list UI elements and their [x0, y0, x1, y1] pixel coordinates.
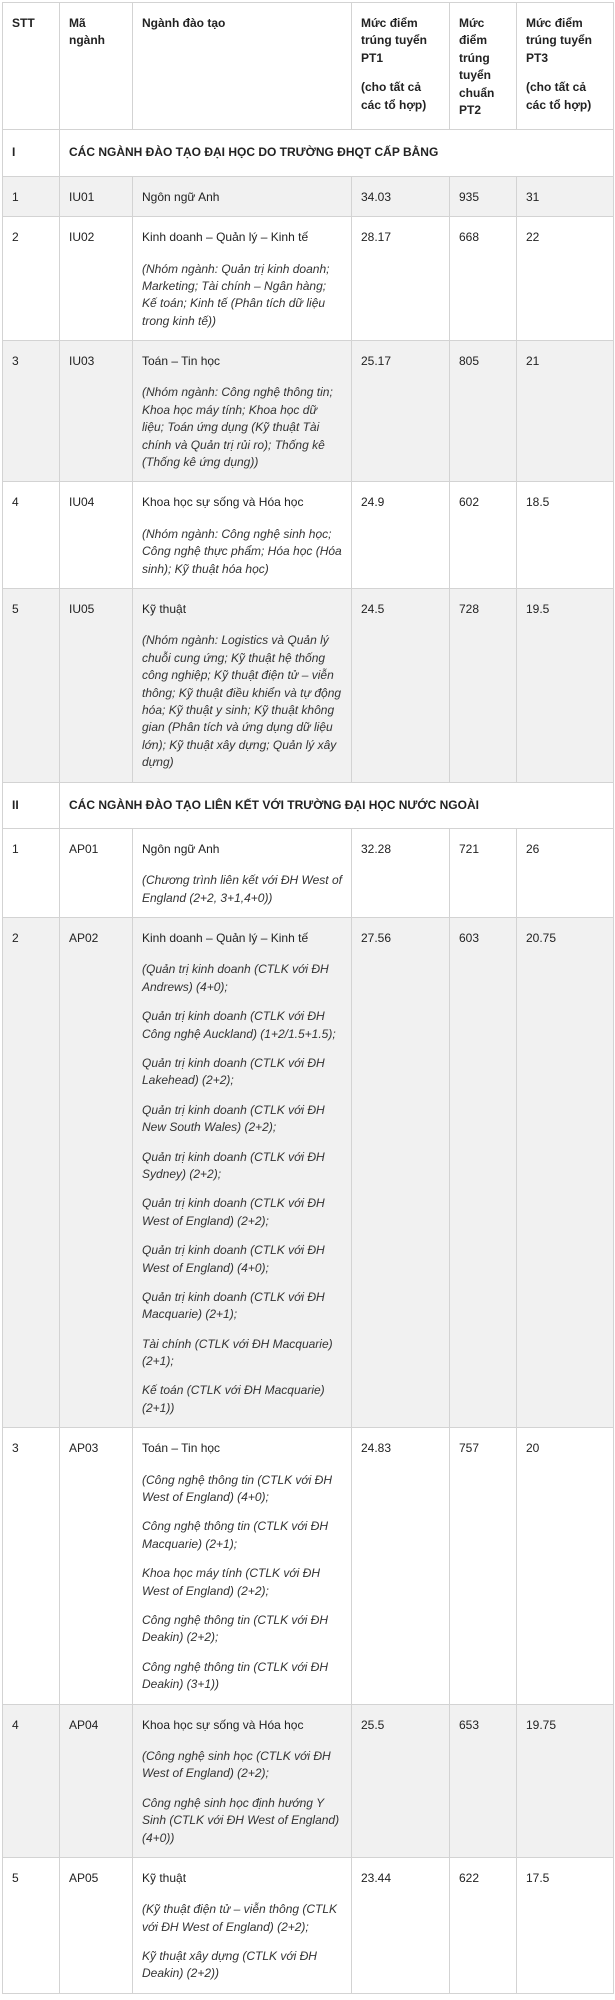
row-code: AP02	[60, 918, 133, 1428]
row-pt3: 17.5	[517, 1857, 614, 1993]
program-detail: Quản trị kinh doanh (CTLK với ĐH Sydney) (2+2);	[142, 1149, 325, 1181]
row-pt2: 805	[450, 341, 517, 482]
program-name: Khoa học sự sống và Hóa học	[142, 1717, 304, 1732]
row-pt3: 21	[517, 341, 614, 482]
program-detail: Kỹ thuật xây dựng (CTLK với ĐH Deakin) (2+2))	[142, 1949, 317, 1981]
header-nganh: Ngành đào tạo	[133, 3, 352, 130]
program-detail: Quản trị kinh doanh (CTLK với ĐH Công nghệ Auckland) (1+2/1.5+1.5);	[142, 1009, 336, 1041]
program-name: Khoa học sự sống và Hóa học	[142, 495, 304, 510]
program-detail: (Nhóm ngành: Quản trị kinh doanh; Marketing; Tài chính – Ngân hàng; Kế toán; Kinh tế (Phân tích dữ liệu trong kinh tế))	[142, 261, 330, 328]
program-detail: (Nhóm ngành: Công nghệ sinh học; Công nghệ thực phẩm; Hóa học (Hóa sinh); Kỹ thuật hóa học)	[142, 526, 342, 576]
row-pt2: 721	[450, 828, 517, 917]
row-code: IU01	[60, 176, 133, 216]
row-program	[133, 1704, 352, 1857]
program-detail: Quản trị kinh doanh (CTLK với ĐH Lakehead) (2+2);	[142, 1056, 325, 1088]
row-pt3: 20	[517, 1428, 614, 1704]
section-title: CÁC NGÀNH ĐÀO TẠO ĐẠI HỌC DO TRƯỜNG ĐHQT CẤP BẰNG	[60, 130, 614, 176]
row-pt3: 31	[517, 176, 614, 216]
row-program	[133, 1428, 352, 1704]
row-stt: 5	[3, 588, 60, 782]
program-detail: Quản trị kinh doanh (CTLK với ĐH Macquarie) (2+1);	[142, 1289, 325, 1322]
row-pt1: 25.5	[352, 1704, 450, 1857]
header-pt2: Mức điểm trúng tuyển chuẩn PT2	[450, 3, 517, 130]
row-program	[133, 588, 352, 782]
row-program	[133, 1857, 352, 1993]
program-detail: Quản trị kinh doanh (CTLK với ĐH New South Wales) (2+2);	[142, 1102, 325, 1135]
row-pt2: 602	[450, 482, 517, 589]
row-stt: 3	[3, 1428, 60, 1704]
row-pt2: 622	[450, 1857, 517, 1993]
program-name: Ngôn ngữ Anh	[142, 189, 220, 204]
program-detail: Khoa học máy tính (CTLK với ĐH West of England) (2+2);	[142, 1566, 320, 1598]
section-title: CÁC NGÀNH ĐÀO TẠO LIÊN KẾT VỚI TRƯỜNG ĐẠI HỌC NƯỚC NGOÀI	[60, 782, 614, 828]
row-pt1: 28.17	[352, 217, 450, 341]
table-row	[3, 918, 614, 1428]
row-stt: 4	[3, 1704, 60, 1857]
row-pt3: 20.75	[517, 918, 614, 1428]
row-pt2: 728	[450, 588, 517, 782]
row-pt2: 653	[450, 1704, 517, 1857]
row-stt: 3	[3, 341, 60, 482]
header-ma-nganh: Mã ngành	[60, 3, 133, 130]
program-name: Toán – Tin học	[142, 1441, 221, 1456]
table-row	[3, 1428, 614, 1704]
row-pt1: 24.9	[352, 482, 450, 589]
table-row	[3, 828, 614, 917]
table-body	[3, 130, 614, 1994]
program-detail: (Quản trị kinh doanh (CTLK với ĐH Andrews) (4+0);	[142, 962, 329, 994]
table-row	[3, 217, 614, 341]
section-row	[3, 130, 614, 176]
row-pt3: 19.5	[517, 588, 614, 782]
row-code: AP01	[60, 828, 133, 917]
header-stt: STT	[3, 3, 60, 130]
program-detail: (Công nghệ sinh học (CTLK với ĐH West of England) (2+2);	[142, 1748, 331, 1781]
program-detail: Công nghệ sinh học định hướng Y Sinh (CTLK với ĐH West of England) (4+0))	[142, 1795, 340, 1845]
header-row	[3, 3, 614, 130]
row-pt1: 24.83	[352, 1428, 450, 1704]
program-detail: Kế toán (CTLK với ĐH Macquarie) (2+1))	[142, 1383, 325, 1415]
program-detail: Tài chính (CTLK với ĐH Macquarie) (2+1);	[142, 1336, 333, 1369]
header-pt3-note: (cho tất cả các tổ hợp)	[526, 80, 592, 112]
program-name: Kinh doanh – Quản lý – Kinh tế	[142, 230, 309, 245]
row-pt1: 24.5	[352, 588, 450, 782]
row-code: IU05	[60, 588, 133, 782]
program-name: Ngôn ngữ Anh	[142, 841, 220, 856]
program-detail: Công nghệ thông tin (CTLK với ĐH Deakin) (3+1))	[142, 1659, 329, 1692]
row-stt: 2	[3, 217, 60, 341]
program-detail: (Chương trình liên kết với ĐH West of England (2+2, 3+1,4+0))	[142, 873, 342, 905]
row-code: IU04	[60, 482, 133, 589]
row-stt: 4	[3, 482, 60, 589]
program-detail: (Kỹ thuật điện tử – viễn thông (CTLK với ĐH West of England) (2+2);	[142, 1902, 338, 1934]
row-program	[133, 217, 352, 341]
program-name: Kỹ thuật	[142, 601, 187, 616]
table-row	[3, 341, 614, 482]
program-detail: (Nhóm ngành: Logistics và Quản lý chuỗi cung ứng; Kỹ thuật hệ thống công nghiệp; Kỹ thuật điện tử – viễn thông; Kỹ thuật điều khiển và tự động hóa; Kỹ thuật y sinh; Kỹ thuật không gian (Phân tích và ứng dụng dữ liệu lớn); Kỹ thuật xây dựng; Quản lý xây dựng)	[142, 633, 342, 770]
section-row	[3, 782, 614, 828]
row-pt1: 23.44	[352, 1857, 450, 1993]
row-code: AP05	[60, 1857, 133, 1993]
row-pt2: 757	[450, 1428, 517, 1704]
program-detail: (Nhóm ngành: Công nghệ thông tin; Khoa học máy tính; Khoa học dữ liệu; Toán ứng dụng (Kỹ thuật Tài chính và Quản trị rủi ro); Thống kê (Thống kê ứng dụng))	[142, 385, 333, 470]
row-program	[133, 176, 352, 216]
section-index: II	[3, 782, 60, 828]
program-name: Kỹ thuật	[142, 1870, 187, 1885]
row-pt2: 603	[450, 918, 517, 1428]
row-stt: 2	[3, 918, 60, 1428]
row-pt3: 26	[517, 828, 614, 917]
row-stt: 1	[3, 828, 60, 917]
table-row	[3, 176, 614, 216]
row-code: IU02	[60, 217, 133, 341]
header-pt3-label: Mức điểm trúng tuyển PT3	[526, 16, 592, 65]
header-pt1-note: (cho tất cả các tổ hợp)	[361, 80, 427, 112]
program-detail: Quản trị kinh doanh (CTLK với ĐH West of England) (4+0);	[142, 1243, 325, 1275]
row-pt2: 668	[450, 217, 517, 341]
table-row	[3, 1857, 614, 1993]
row-code: IU03	[60, 341, 133, 482]
row-pt1: 34.03	[352, 176, 450, 216]
row-pt1: 27.56	[352, 918, 450, 1428]
row-pt2: 935	[450, 176, 517, 216]
row-program	[133, 341, 352, 482]
row-pt3: 19.75	[517, 1704, 614, 1857]
row-pt3: 22	[517, 217, 614, 341]
admission-scores-table	[2, 2, 614, 1994]
row-program	[133, 918, 352, 1428]
row-stt: 5	[3, 1857, 60, 1993]
table-row	[3, 482, 614, 589]
program-detail: Công nghệ thông tin (CTLK với ĐH Deakin) (2+2);	[142, 1613, 329, 1645]
program-name: Toán – Tin học	[142, 354, 221, 369]
row-pt1: 32.28	[352, 828, 450, 917]
header-pt1-label: Mức điểm trúng tuyển PT1	[361, 16, 427, 65]
program-detail: Công nghệ thông tin (CTLK với ĐH Macquarie) (2+1);	[142, 1519, 329, 1551]
program-detail: Quản trị kinh doanh (CTLK với ĐH West of England) (2+2);	[142, 1196, 325, 1228]
table-row	[3, 1704, 614, 1857]
table-row	[3, 588, 614, 782]
row-code: AP03	[60, 1428, 133, 1704]
row-program	[133, 482, 352, 589]
program-detail: (Công nghệ thông tin (CTLK với ĐH West of England) (4+0);	[142, 1472, 333, 1505]
row-pt3: 18.5	[517, 482, 614, 589]
row-program	[133, 828, 352, 917]
row-stt: 1	[3, 176, 60, 216]
program-name: Kinh doanh – Quản lý – Kinh tế	[142, 931, 309, 946]
row-pt1: 25.17	[352, 341, 450, 482]
row-code: AP04	[60, 1704, 133, 1857]
section-index: I	[3, 130, 60, 176]
header-pt1	[352, 3, 450, 130]
header-pt3	[517, 3, 614, 130]
